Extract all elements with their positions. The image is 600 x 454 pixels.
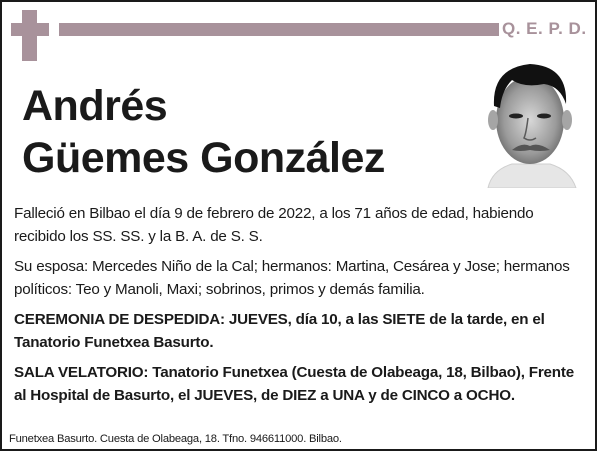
portrait-photo	[478, 58, 583, 188]
ceremony-paragraph: CEREMONIA DE DESPEDIDA: JUEVES, día 10, a las SIETE de la tarde, en el Tanatorio Funetxea Basurto.	[14, 311, 545, 351]
funeral-home-footer: Funetxea Basurto. Cuesta de Olabeaga, 18. Tfno. 946611000. Bilbao.	[9, 433, 342, 445]
obituary-body	[14, 202, 584, 414]
qepd-label: Q. E. P. D.	[502, 19, 587, 38]
family-paragraph: Su esposa: Mercedes Niño de la Cal; hermanos: Martina, Cesárea y Jose; hermanos políticos: Teo y Manoli, Maxi; sobrinos, primos y demás familia.	[14, 258, 570, 298]
header-rule	[59, 23, 499, 36]
surnames: Güemes González	[22, 134, 385, 182]
wake-room-paragraph: SALA VELATORIO: Tanatorio Funetxea (Cuesta de Olabeaga, 18, Bilbao), Frente al Hospital de Basurto, el JUEVES, de DIEZ a UNA y de CINCO a OCHO.	[14, 364, 574, 404]
death-notice-paragraph: Falleció en Bilbao el día 9 de febrero de 2022, a los 71 años de edad, habiendo recibido los SS. SS. y la B. A. de S. S.	[14, 205, 534, 245]
deceased-name	[22, 80, 385, 184]
first-name: Andrés	[22, 82, 168, 130]
cross-icon-horizontal	[11, 23, 49, 36]
